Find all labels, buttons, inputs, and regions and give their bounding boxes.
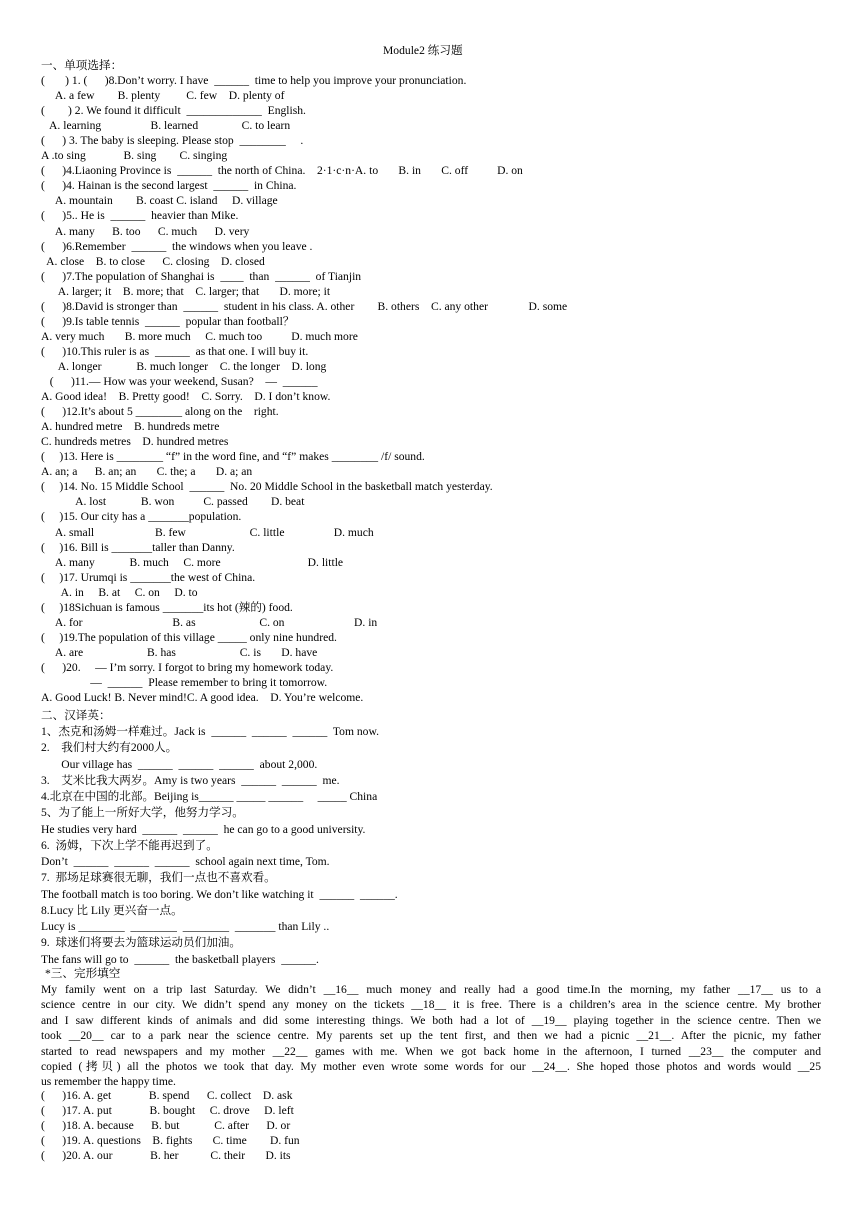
question-line: A. close B. to close C. closing D. closed bbox=[41, 254, 265, 268]
option-line: ( )16. A. get B. spend C. collect D. ask bbox=[41, 1089, 293, 1102]
passage-line: My family went on a trip last Saturday. We didn’t __16__ much money and really had a good time.In the morning, my father __17__ us to a bbox=[41, 983, 821, 996]
question-line: A. lost B. won C. passed D. beat bbox=[41, 495, 305, 509]
question-line: ( )9.Is table tennis ______ popular than football？ bbox=[41, 314, 295, 328]
question-line: ( )4. Hainan is the second largest ______ in China. bbox=[41, 179, 297, 193]
question-line: ( )20. — I’m sorry. I forgot to bring my homework today. bbox=[41, 660, 334, 674]
question-line: ( )18Sichuan is famous _______its hot (辣的) food. bbox=[41, 600, 293, 614]
translation-line: Don’t ______ ______ ______ school again next time, Tom. bbox=[41, 855, 330, 868]
passage-line: took __20__ car to a park near the science centre. My parents set up the tent first, and then we had a picnic __21__. After the picnic, my father bbox=[41, 1029, 821, 1043]
option-line: ( )19. A. questions B. fights C. time D. fun bbox=[41, 1134, 300, 1147]
question-line: A. very much B. more much C. much too D. much more bbox=[41, 329, 358, 343]
question-line: ( )19.The population of this village _____ only nine hundred. bbox=[41, 630, 337, 644]
question-line: A. Good idea! B. Pretty good! C. Sorry. D. I don’t know. bbox=[41, 390, 331, 404]
question-line: A. in B. at C. on D. to bbox=[41, 585, 198, 599]
passage-line: and I saw different kinds of animals and did some interesting things. We both had a lot of __19__ playing together in the science centre. Then we bbox=[41, 1013, 821, 1027]
question-line: ( ) 2. We found it difficult _____________ English. bbox=[41, 104, 306, 118]
question-line: A. many B. much C. more D. little bbox=[41, 555, 344, 569]
question-line: ( )8.David is stronger than ______ student in his class. A. other B. others C. any other D. some bbox=[41, 299, 568, 313]
question-line: A. hundred metre B. hundreds metre bbox=[41, 420, 220, 434]
question-line: A. are B. has C. is D. have bbox=[41, 645, 318, 659]
translation-line: 8.Lucy 比 Lily 更兴奋一点。 bbox=[41, 903, 183, 917]
question-line: ( )14. No. 15 Middle School ______ No. 20 Middle School in the basketball match yesterday. bbox=[41, 480, 493, 494]
question-line: ( )10.This ruler is as ______ as that one. I will buy it. bbox=[41, 344, 309, 358]
question-line: A .to sing B. sing C. singing bbox=[41, 149, 228, 163]
document-title: Module2 练习题 bbox=[383, 44, 463, 57]
translation-line: 1、杰克和汤姆一样难过。Jack is ______ ______ ______ Tom now. bbox=[41, 725, 379, 738]
translation-line: 5、为了能上一所好大学，他努力学习。 bbox=[41, 806, 244, 820]
question-line: ( )17. Urumqi is _______the west of China. bbox=[41, 570, 256, 584]
question-line: A. Good Luck! B. Never mind!C. A good idea. D. You’re welcome. bbox=[41, 691, 364, 705]
section-3-heading: *三、完形填空 bbox=[45, 967, 121, 980]
passage-line: started to read newspapers and my mother __22__ games with me. When we got back home in the afternoon, I turned __23__ the computer and bbox=[41, 1044, 821, 1058]
question-line: ( )13. Here is ________ “f” in the word fine, and “f” makes ________ /f/ sound. bbox=[41, 450, 425, 464]
question-line: ( )6.Remember ______ the windows when you leave . bbox=[41, 239, 313, 253]
section-2-heading: 二、汉译英： bbox=[41, 709, 111, 722]
question-line: ( )16. Bill is _______taller than Danny. bbox=[41, 540, 235, 554]
section-1-heading: 一、单项选择： bbox=[41, 59, 123, 72]
question-line: A. a few B. plenty C. few D. plenty of bbox=[41, 89, 285, 103]
question-line: ( )12.It’s about 5 ________ along on the right. bbox=[41, 405, 279, 419]
question-line: — ______ Please remember to bring it tomorrow. bbox=[41, 676, 328, 689]
translation-line: He studies very hard ______ ______ he can go to a good university. bbox=[41, 822, 366, 836]
question-line: ( )5.. He is ______ heavier than Mike. bbox=[41, 209, 239, 223]
question-line: ( ) 1. ( )8.Don’t worry. I have ______ time to help you improve your pronunciation. bbox=[41, 74, 467, 87]
option-line: ( )18. A. because B. but C. after D. or bbox=[41, 1119, 291, 1132]
question-line: A. longer B. much longer C. the longer D. long bbox=[41, 359, 327, 373]
question-line: A. mountain B. coast C. island D. village bbox=[41, 194, 278, 208]
question-line: ( )4.Liaoning Province is ______ the north of China. 2·1·c·n·A. to B. in C. off D. on bbox=[41, 164, 523, 178]
translation-line: The fans will go to ______ the basketball players ______. bbox=[41, 952, 319, 966]
translation-line: 7. 那场足球赛很无聊，我们一点也不喜欢看。 bbox=[41, 871, 276, 885]
translation-line: 3. 艾米比我大两岁。Amy is two years ______ ______ me. bbox=[41, 773, 340, 787]
translation-line: 6. 汤姆，下次上学不能再迟到了。 bbox=[41, 838, 218, 852]
question-line: ( ) 3. The baby is sleeping. Please stop ________ . bbox=[41, 134, 304, 148]
question-line: ( )15. Our city has a _______population. bbox=[41, 510, 242, 524]
question-line: ( )7.The population of Shanghai is ____ than ______ of Tianjin bbox=[41, 269, 362, 283]
translation-line: 4.北京在中国的北部。Beijing is______ _____ ______ _____ China bbox=[41, 790, 378, 803]
passage-line: copied (拷贝) all the photos we took that day. My mother even wrote some words for our __24__. She hoped those photos and words would __25 bbox=[41, 1060, 821, 1073]
question-line: A. for B. as C. on D. in bbox=[41, 615, 378, 629]
question-line: A. larger; it B. more; that C. larger; that D. more; it bbox=[41, 284, 331, 298]
question-line: A. learning B. learned C. to learn bbox=[41, 119, 291, 133]
passage-line: science centre in our city. We didn’t spend any money on the tickets __18__ it is free. There is a children’s area in the science centre. My brother bbox=[41, 998, 821, 1012]
option-line: ( )20. A. our B. her C. their D. its bbox=[41, 1149, 291, 1162]
translation-line: The football match is too boring. We don’t like watching it ______ ______. bbox=[41, 887, 398, 901]
question-line: A. small B. few C. little D. much bbox=[41, 525, 374, 539]
question-line: ( )11.— How was your weekend, Susan? — ______ bbox=[41, 375, 318, 388]
question-line: A. an; a B. an; an C. the; a D. a; an bbox=[41, 465, 253, 479]
translation-line: 9. 球迷们将要去为篮球运动员们加油。 bbox=[41, 936, 241, 950]
translation-line: 2. 我们村大约有2000人。 bbox=[41, 741, 178, 755]
question-line: C. hundreds metres D. hundred metres bbox=[41, 435, 229, 449]
question-line: A. many B. too C. much D. very bbox=[41, 224, 250, 238]
translation-line: Lucy is ________ ________ ________ _______ than Lily .. bbox=[41, 920, 330, 933]
translation-line: Our village has ______ ______ ______ about 2,000. bbox=[41, 757, 318, 771]
passage-line: us remember the happy time. bbox=[41, 1075, 176, 1089]
option-line: ( )17. A. put B. bought C. drove D. left bbox=[41, 1104, 294, 1117]
